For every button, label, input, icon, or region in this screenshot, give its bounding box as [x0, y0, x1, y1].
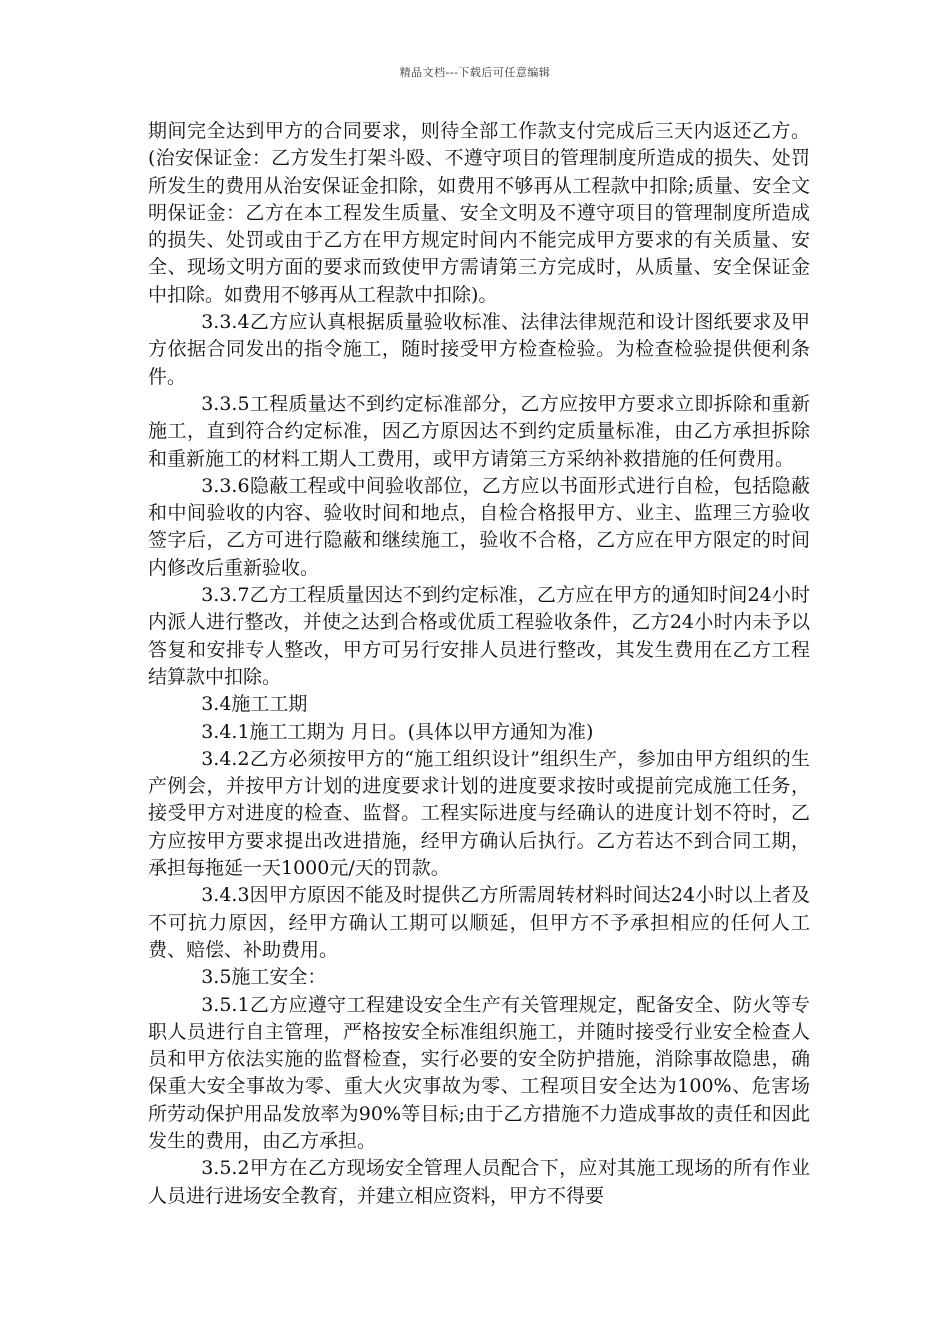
paragraph: 3.4.1施工工期为 月日。(具体以甲方通知为准) [201, 720, 594, 743]
paragraph: 3.3.4乙方应认真根据质量验收标准、法律法律规范和设计图纸要求及甲方依据合同发出的指令施工，随时接受甲方检查检验。为检查检验提供便利条件。 [148, 311, 810, 388]
page-header: 精品文档---下载后可任意编辑 [399, 66, 551, 79]
paragraph: 3.4.3因甲方原因不能及时提供乙方所需周转材料时间达24小时以上者及不可抗力原因，经甲方确认工期可以顺延，但甲方不予承担相应的任何人工费、赔偿、补助费用。 [148, 884, 810, 961]
paragraph: 期间完全达到甲方的合同要求，则待全部工作款支付完成后三天内返还乙方。(治安保证金：乙方发生打架斗殴、不遵守项目的管理制度所造成的损失、处罚所发生的费用从治安保证金扣除，如费用不够再从工程款中扣除;质量、安全文明保证金：乙方在本工程发生质量、安全文明及不遵守项目的管理制度所造成的损失、处罚或由于乙方在甲方规定时间内不能完成甲方要求的有关质量、安全、现场文明方面的要求而致使甲方需请第三方完成时，从质量、安全保证金中扣除。如费用不够再从工程款中扣除)。 [148, 120, 810, 306]
section-heading: 3.4施工工期 [201, 693, 308, 716]
paragraph: 3.3.7乙方工程质量因达不到约定标准，乙方应在甲方的通知时间24小时内派人进行整改，并使之达到合格或优质工程验收条件，乙方24小时内未予以答复和安排专人整改，甲方可另行安排人员进行整改，其发生费用在乙方工程结算款中扣除。 [148, 584, 810, 688]
section-heading: 3.5施工安全： [201, 966, 327, 989]
document-body [148, 118, 810, 1210]
paragraph: 3.3.5工程质量达不到约定标准部分，乙方应按甲方要求立即拆除和重新施工，直到符合约定标准，因乙方原因达不到约定质量标准，由乙方承担拆除和重新施工的材料工期人工费用，或甲方请第三方采纳补救措施的任何费用。 [148, 392, 810, 470]
paragraph: 3.5.2甲方在乙方现场安全管理人员配合下，应对其施工现场的所有作业人员进行进场安全教育，并建立相应资料，甲方不得要 [148, 1157, 810, 1207]
paragraph: 3.5.1乙方应遵守工程建设安全生产有关管理规定，配备安全、防火等专职人员进行自主管理，严格按安全标准组织施工，并随时接受行业安全检查人员和甲方依法实施的监督检查，实行必要的安全防护措施，消除事故隐患，确保重大安全事故为零、重大火灾事故为零、工程项目安全达为100%、危害场所劳动保护用品发放率为90%等目标;由于乙方措施不力造成事故的责任和因此发生的费用，由乙方承担。 [148, 993, 810, 1152]
paragraph: 3.3.6隐蔽工程或中间验收部位，乙方应以书面形式进行自检，包括隐蔽和中间验收的内容、验收时间和地点，自检合格报甲方、业主、监理三方验收签字后，乙方可进行隐蔽和继续施工，验收不合格，乙方应在甲方限定的时间内修改后重新验收。 [148, 474, 810, 579]
paragraph: 3.4.2乙方必须按甲方的“施工组织设计”组织生产，参加由甲方组织的生产例会，并按甲方计划的进度要求计划的进度要求按时或提前完成施工任务，接受甲方对进度的检查、监督。工程实际进度与经确认的进度计划不符时，乙方应按甲方要求提出改进措施，经甲方确认后执行。乙方若达不到合同工期，承担每拖延一天1000元/天的罚款。 [148, 747, 810, 880]
